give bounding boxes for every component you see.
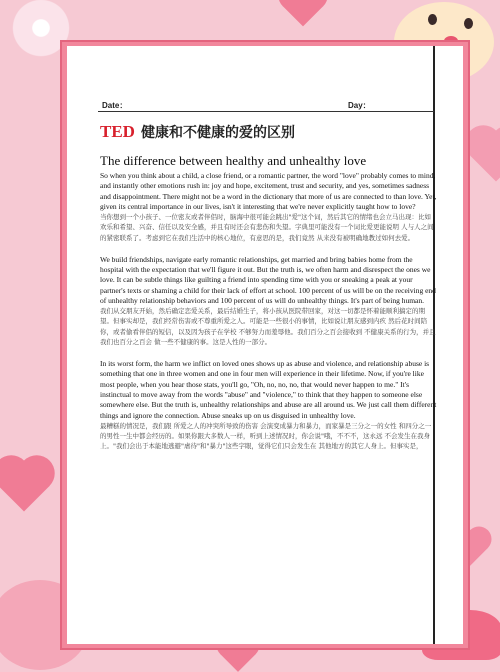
paragraph-2-english: We build friendships, navigate early romantic relationships, get married and bring babies home from the hospital with the expectation that we'll figure it out. But the truth is, we often harm and disrespect the ones we love. It can be subtle things like guilting a friend into spending time with you or sneaking a peak at your partner's texts or shaming a child for their lack of effort at school. 100 percent of us will be on the receiving end of unhealthy relationship behaviors and 100 percent of us will do unhealthy things. It's part of being human. bbox=[100, 254, 436, 305]
paragraph-1 bbox=[100, 171, 437, 243]
date-header bbox=[98, 100, 398, 110]
paper-sheet bbox=[67, 46, 463, 644]
bg-heart-top bbox=[283, 0, 324, 26]
ted-brand: TED bbox=[100, 122, 135, 141]
bg-heart-right bbox=[471, 131, 500, 182]
english-title: The difference between healthy and unhealthy love bbox=[100, 153, 367, 168]
paragraph-1-english: So when you think about a child, a close friend, or a romantic partner, the word "love" probably comes to mind, and instantly other emotions rush in: joy and hope, excitement, trust and security, and yes, sometimes sadness and disappointment. There might not be a word in the dictionary that more of us are connected to than love. Yet, given its central importance in our lives, isn't it interesting that we're never explicitly taught how to love? bbox=[100, 171, 437, 211]
day-label: Day： bbox=[348, 101, 371, 110]
header-rule bbox=[98, 111, 434, 112]
bg-heart-left bbox=[0, 461, 49, 512]
bg-bubble-face-eye-left bbox=[428, 14, 437, 25]
page-title bbox=[100, 122, 295, 142]
paragraph-2-chinese: 我们从交朋友开始，然后确定恋爱关系，最后结婚生子，将小孩从医院带回家，对这一切都是怀着能顺利搞定的期望。但事实却是，我们经常伤害或不尊重所爱之人。可能是一些很小的事情，比如说让朋友感到内疚 然后花时间陪你，或者偷看伴侣的短信，以及因为孩子在学校 不够努力而羞辱他。我们百分之百会接收到 不健康关系的行为，并且我们也百分之百会 做一些不健康的事。这是人性的一部分。 bbox=[100, 307, 436, 346]
article-body bbox=[100, 171, 437, 463]
title-text: 健康和不健康的爱的区别 bbox=[140, 125, 295, 141]
paragraph-1-chinese: 当你想到一个小孩子、一位密友或者伴侣时，脑海中很可能会跳出"爱"这个词，然后其它的情绪也会立马出现：比如欢乐和希望、兴奋、信任以及安全感，并且有时还会有悲伤和失望。字典里可能没有一个词比爱更能说明 人与人之间的紧密联系了。考虑到它在我们生活中的核心地位，有意思的是，我们竟然 从来没有被明确地教过如何去爱。 bbox=[100, 213, 434, 242]
paragraph-2 bbox=[100, 255, 437, 347]
paragraph-3 bbox=[100, 359, 437, 451]
paragraph-3-chinese: 最糟糕的情况是，我们跟 所爱之人的冲突所导致的伤害 会演变成暴力和暴力，而家暴是三分之一的女性 和四分之一的男性一生中都会经历的。如果你跟大多数人一样，听到上述情况时，你会说"哦，不不不，这永远 不会发生在我身上。"我们会出于本能地逃避"虐待"和"暴力"这些字眼，觉得它们只会发生在 其他地方的其它人身上。但事实是， bbox=[100, 421, 432, 451]
bg-bubble-face-eye-right bbox=[464, 18, 473, 29]
paragraph-3-english: In its worst form, the harm we inflict on loved ones shows up as abuse and violence, and relationship abuse is something that one in three women and one in four men will experience in their lifetime. Now, if you're like most people, when you hear those stats, you'll go, "Oh, no, no, no, that would never happen to me." It's instinctual to move away from the words "abuse" and "violence," to think that they happen to someone else somewhere else. But the truth is, unhealthy relationships and abuse are all around us. We just call them different things and ignore the connection. Abuse sneaks up on us disguised in unhealthy love. bbox=[100, 359, 437, 420]
date-label: Date： bbox=[102, 101, 128, 110]
